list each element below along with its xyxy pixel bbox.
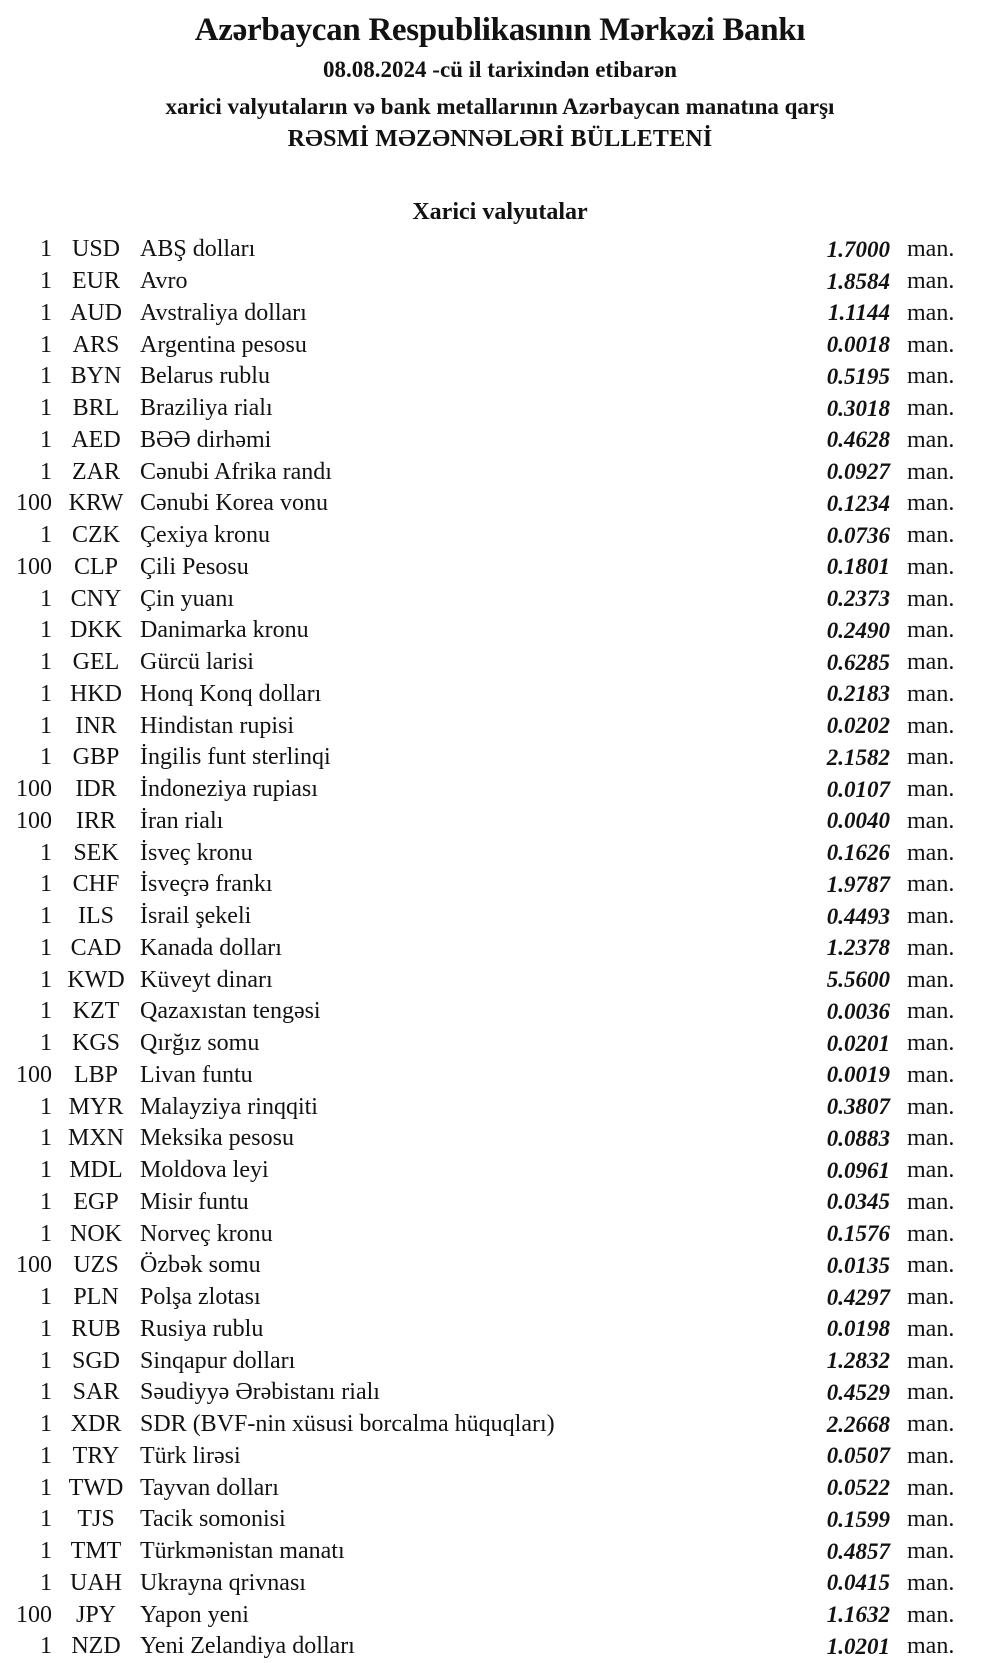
rate-value: 0.0415 <box>826 1570 890 1596</box>
rate-value: 0.2183 <box>826 681 890 707</box>
currency-name: Qırğız somu <box>140 1030 260 1057</box>
quantity: 100 <box>16 1601 52 1628</box>
quantity: 1 <box>40 1633 52 1660</box>
table-row <box>0 1123 1000 1155</box>
currency-code: KZT <box>72 998 120 1025</box>
unit-label: man. <box>907 553 955 580</box>
table-row <box>0 1282 1000 1314</box>
table-row <box>0 1250 1000 1282</box>
unit-label: man. <box>907 649 955 676</box>
quantity: 1 <box>40 268 52 295</box>
rate-value: 0.4857 <box>826 1538 890 1564</box>
unit-label: man. <box>907 1506 955 1533</box>
currency-code: PLN <box>73 1284 119 1311</box>
currency-code: AED <box>71 426 121 453</box>
rate-value: 0.0019 <box>826 1062 890 1088</box>
section-title-foreign-currencies: Xarici valyutalar <box>412 199 588 225</box>
currency-name: Misir funtu <box>140 1188 249 1215</box>
currency-code: BRL <box>72 395 120 422</box>
currency-name: Qazaxıstan tengəsi <box>140 998 321 1025</box>
unit-label: man. <box>907 1442 955 1469</box>
table-row <box>0 266 1000 298</box>
table-row <box>0 234 1000 266</box>
unit-label: man. <box>907 1601 955 1628</box>
unit-label: man. <box>907 490 955 517</box>
rate-value: 0.0202 <box>826 713 890 739</box>
currency-name: Çexiya kronu <box>140 522 270 549</box>
effective-date-line: 08.08.2024 -cü il tarixindən etibarən <box>323 57 677 82</box>
table-row <box>0 552 1000 584</box>
unit-label: man. <box>907 1252 955 1279</box>
table-row <box>0 933 1000 965</box>
quantity: 1 <box>40 712 52 739</box>
currency-name: Malayziya rinqqiti <box>140 1093 318 1120</box>
quantity: 1 <box>40 680 52 707</box>
currency-code: SAR <box>72 1379 120 1406</box>
table-row <box>0 456 1000 488</box>
table-row <box>0 298 1000 330</box>
currency-name: Türkmənistan manatı <box>140 1538 345 1565</box>
rate-value: 0.1599 <box>826 1506 890 1532</box>
rate-value: 0.4493 <box>826 903 890 929</box>
table-row <box>0 1314 1000 1346</box>
currency-code: MYR <box>68 1093 124 1120</box>
table-row <box>0 1187 1000 1219</box>
currency-name: Yapon yeni <box>140 1601 249 1628</box>
currency-code: GEL <box>72 649 120 676</box>
quantity: 1 <box>40 331 52 358</box>
table-row <box>0 1568 1000 1600</box>
rate-value: 0.0040 <box>826 808 890 834</box>
currency-code: IDR <box>75 776 117 803</box>
currency-code: MXN <box>67 1125 124 1152</box>
table-row <box>0 1091 1000 1123</box>
bank-title: Azərbaycan Respublikasının Mərkəzi Bankı <box>194 12 806 48</box>
unit-label: man. <box>907 1474 955 1501</box>
table-row <box>0 806 1000 838</box>
unit-label: man. <box>907 966 955 993</box>
table-row <box>0 774 1000 806</box>
currency-name: Honq Konq dolları <box>140 680 322 707</box>
rate-value: 0.1626 <box>826 840 890 866</box>
table-row <box>0 1599 1000 1631</box>
quantity: 1 <box>40 1442 52 1469</box>
currency-code: TWD <box>68 1474 124 1501</box>
table-row <box>0 647 1000 679</box>
rate-value: 0.0736 <box>826 522 890 548</box>
unit-label: man. <box>907 331 955 358</box>
unit-label: man. <box>907 1220 955 1247</box>
currency-code: NZD <box>71 1633 121 1660</box>
quantity: 1 <box>40 998 52 1025</box>
table-row <box>0 710 1000 742</box>
currency-name: Səudiyyə Ərəbistanı rialı <box>140 1379 380 1406</box>
unit-label: man. <box>907 268 955 295</box>
table-row <box>0 1409 1000 1441</box>
unit-label: man. <box>907 1061 955 1088</box>
currency-code: SEK <box>73 839 119 866</box>
quantity: 1 <box>40 1220 52 1247</box>
rate-value: 0.1576 <box>826 1221 890 1247</box>
currency-name: Braziliya rialı <box>140 395 273 422</box>
unit-label: man. <box>907 776 955 803</box>
quantity: 1 <box>40 1506 52 1533</box>
currency-code: RUB <box>71 1315 121 1342</box>
currency-code: CLP <box>73 553 118 580</box>
table-row <box>0 1441 1000 1473</box>
quantity: 1 <box>40 1125 52 1152</box>
unit-label: man. <box>907 426 955 453</box>
quantity: 1 <box>40 1474 52 1501</box>
table-row <box>0 1155 1000 1187</box>
currency-name: Belarus rublu <box>140 363 270 390</box>
unit-label: man. <box>907 1188 955 1215</box>
quantity: 1 <box>40 522 52 549</box>
table-row <box>0 901 1000 933</box>
unit-label: man. <box>907 458 955 485</box>
currency-name: Yeni Zelandiya dolları <box>140 1633 355 1660</box>
table-row <box>0 1472 1000 1504</box>
currency-code: LBP <box>73 1061 118 1088</box>
table-row <box>0 679 1000 711</box>
unit-label: man. <box>907 236 955 263</box>
currency-code: KGS <box>71 1030 120 1057</box>
currency-name: Avro <box>140 268 188 295</box>
currency-name: İsveç kronu <box>140 839 253 866</box>
currency-name: ABŞ dolları <box>140 236 256 263</box>
currency-name: SDR (BVF-nin xüsusi borcalma hüquqları) <box>140 1411 555 1438</box>
currency-name: Gürcü larisi <box>140 649 254 676</box>
currency-code: KWD <box>67 966 125 993</box>
rate-value: 0.0345 <box>826 1189 890 1215</box>
quantity: 1 <box>40 934 52 961</box>
currency-code: GBP <box>72 744 120 771</box>
rate-value: 1.8584 <box>826 268 890 294</box>
rate-value: 1.1144 <box>828 300 890 326</box>
currency-code: XDR <box>70 1411 122 1438</box>
rate-value: 1.9787 <box>826 871 890 897</box>
unit-label: man. <box>907 1125 955 1152</box>
table-row <box>0 1345 1000 1377</box>
quantity: 1 <box>40 839 52 866</box>
unit-label: man. <box>907 680 955 707</box>
currency-name: Moldova leyi <box>140 1157 269 1184</box>
unit-label: man. <box>907 934 955 961</box>
currency-code: INR <box>75 712 117 739</box>
unit-label: man. <box>907 299 955 326</box>
rate-value: 0.0135 <box>826 1252 890 1278</box>
currency-code: CZK <box>72 522 120 549</box>
quantity: 1 <box>40 426 52 453</box>
currency-code: EUR <box>72 268 120 295</box>
currency-code: HKD <box>70 680 122 707</box>
quantity: 1 <box>40 1315 52 1342</box>
currency-name: Cənubi Afrika randı <box>140 458 332 485</box>
currency-name: Argentina pesosu <box>140 331 307 358</box>
quantity: 1 <box>40 1157 52 1184</box>
currency-name: Ukrayna qrivnası <box>140 1569 306 1596</box>
currency-code: ZAR <box>72 458 120 485</box>
unit-label: man. <box>907 1379 955 1406</box>
table-row <box>0 425 1000 457</box>
unit-label: man. <box>907 1030 955 1057</box>
rate-value: 1.2832 <box>826 1348 890 1374</box>
currency-name: BƏƏ dirhəmi <box>140 426 272 453</box>
rate-value: 1.7000 <box>826 236 890 262</box>
currency-name: İsveçrə frankı <box>140 871 273 898</box>
currency-name: Polşa zlotası <box>140 1284 261 1311</box>
currency-code: TMT <box>70 1538 122 1565</box>
quantity: 1 <box>40 299 52 326</box>
quantity: 100 <box>16 490 52 517</box>
unit-label: man. <box>907 839 955 866</box>
quantity: 100 <box>16 1061 52 1088</box>
currency-code: ILS <box>78 903 114 930</box>
bulletin-title: RƏSMİ MƏZƏNNƏLƏRİ BÜLLETENİ <box>287 126 713 152</box>
table-row <box>0 520 1000 552</box>
quantity: 1 <box>40 649 52 676</box>
currency-code: KRW <box>68 490 124 517</box>
table-row <box>0 361 1000 393</box>
quantity: 1 <box>40 1538 52 1565</box>
quantity: 1 <box>40 1411 52 1438</box>
currency-code: MDL <box>69 1157 123 1184</box>
table-row <box>0 583 1000 615</box>
currency-name: Çin yuanı <box>140 585 234 612</box>
quantity: 1 <box>40 1379 52 1406</box>
rate-value: 0.1234 <box>826 490 890 516</box>
unit-label: man. <box>907 585 955 612</box>
table-row <box>0 869 1000 901</box>
currency-name: Livan funtu <box>140 1061 253 1088</box>
quantity: 100 <box>16 553 52 580</box>
rate-value: 1.1632 <box>826 1602 890 1628</box>
unit-label: man. <box>907 807 955 834</box>
rate-value: 0.4628 <box>826 427 890 453</box>
table-row <box>0 1536 1000 1568</box>
currency-name: Cənubi Korea vonu <box>140 490 328 517</box>
quantity: 1 <box>40 1093 52 1120</box>
quantity: 100 <box>16 1252 52 1279</box>
subtitle-line: xarici valyutaların və bank metallarının Azərbaycan manatına qarşı <box>165 94 835 119</box>
currency-code: NOK <box>70 1220 122 1247</box>
currency-name: İsrail şekeli <box>140 903 252 930</box>
rate-value: 0.0927 <box>826 459 890 485</box>
unit-label: man. <box>907 395 955 422</box>
quantity: 1 <box>40 617 52 644</box>
currency-code: TJS <box>77 1506 115 1533</box>
rate-value: 0.2373 <box>826 586 890 612</box>
currency-code: USD <box>71 236 120 263</box>
rate-value: 0.0507 <box>826 1443 890 1469</box>
rate-value: 0.6285 <box>826 649 890 675</box>
currency-code: IRR <box>75 807 116 834</box>
currency-name: Sinqapur dolları <box>140 1347 296 1374</box>
quantity: 1 <box>40 585 52 612</box>
unit-label: man. <box>907 1093 955 1120</box>
rate-value: 0.0522 <box>826 1475 890 1501</box>
currency-code: JPY <box>75 1601 117 1628</box>
rate-value: 0.2490 <box>826 617 890 643</box>
table-row <box>0 1504 1000 1536</box>
table-row <box>0 488 1000 520</box>
unit-label: man. <box>907 1538 955 1565</box>
currency-name: Rusiya rublu <box>140 1315 264 1342</box>
unit-label: man. <box>907 617 955 644</box>
table-row <box>0 393 1000 425</box>
currency-name: Özbək somu <box>140 1252 261 1279</box>
currency-name: Türk lirəsi <box>140 1442 241 1469</box>
rate-value: 2.2668 <box>826 1411 890 1437</box>
currency-code: SGD <box>71 1347 120 1374</box>
currency-code: CHF <box>72 871 120 898</box>
quantity: 1 <box>40 458 52 485</box>
rate-value: 0.4297 <box>826 1284 890 1310</box>
rates-table <box>0 234 1000 1663</box>
table-row <box>0 964 1000 996</box>
quantity: 1 <box>40 363 52 390</box>
currency-name: Norveç kronu <box>140 1220 273 1247</box>
rate-value: 2.1582 <box>826 744 890 770</box>
unit-label: man. <box>907 903 955 930</box>
currency-name: Kanada dolları <box>140 934 282 961</box>
currency-code: DKK <box>70 617 122 644</box>
table-row <box>0 837 1000 869</box>
rate-value: 0.0883 <box>826 1125 890 1151</box>
rate-value: 0.0198 <box>826 1316 890 1342</box>
rate-value: 1.2378 <box>826 935 890 961</box>
unit-label: man. <box>907 1569 955 1596</box>
rate-value: 5.5600 <box>826 967 890 993</box>
currency-name: Tacik somonisi <box>140 1506 286 1533</box>
table-row <box>0 329 1000 361</box>
currency-name: Hindistan rupisi <box>140 712 294 739</box>
rate-value: 0.0201 <box>826 1030 890 1056</box>
quantity: 100 <box>16 776 52 803</box>
currency-name: İngilis funt sterlinqi <box>140 744 331 771</box>
quantity: 100 <box>16 807 52 834</box>
quantity: 1 <box>40 1347 52 1374</box>
currency-name: Küveyt dinarı <box>140 966 273 993</box>
currency-code: BYN <box>70 363 122 390</box>
table-row <box>0 1028 1000 1060</box>
rate-value: 0.0018 <box>826 332 890 358</box>
quantity: 1 <box>40 744 52 771</box>
unit-label: man. <box>907 1633 955 1660</box>
currency-code: CAD <box>70 934 122 961</box>
currency-code: UZS <box>73 1252 119 1279</box>
unit-label: man. <box>907 1284 955 1311</box>
currency-name: Danimarka kronu <box>140 617 309 644</box>
unit-label: man. <box>907 1315 955 1342</box>
rate-value: 0.3018 <box>826 395 890 421</box>
table-row <box>0 1631 1000 1663</box>
quantity: 1 <box>40 903 52 930</box>
rate-value: 0.0961 <box>826 1157 890 1183</box>
currency-name: İran rialı <box>140 807 224 834</box>
unit-label: man. <box>907 363 955 390</box>
unit-label: man. <box>907 871 955 898</box>
table-row <box>0 1060 1000 1092</box>
rate-value: 0.0036 <box>826 998 890 1024</box>
table-row <box>0 996 1000 1028</box>
currency-name: İndoneziya rupiası <box>140 776 318 803</box>
rate-value: 0.4529 <box>826 1379 890 1405</box>
currency-code: AUD <box>70 299 122 326</box>
rate-value: 0.0107 <box>826 776 890 802</box>
table-row <box>0 615 1000 647</box>
currency-code: EGP <box>73 1188 119 1215</box>
quantity: 1 <box>40 395 52 422</box>
unit-label: man. <box>907 744 955 771</box>
currency-name: Çili Pesosu <box>140 553 249 580</box>
unit-label: man. <box>907 712 955 739</box>
quantity: 1 <box>40 871 52 898</box>
table-row <box>0 742 1000 774</box>
currency-name: Tayvan dolları <box>140 1474 279 1501</box>
currency-name: Meksika pesosu <box>140 1125 294 1152</box>
table-row <box>0 1377 1000 1409</box>
quantity: 1 <box>40 1569 52 1596</box>
unit-label: man. <box>907 522 955 549</box>
rate-value: 1.0201 <box>826 1633 890 1659</box>
currency-code: UAH <box>70 1569 122 1596</box>
quantity: 1 <box>40 1284 52 1311</box>
quantity: 1 <box>40 236 52 263</box>
quantity: 1 <box>40 966 52 993</box>
rate-value: 0.3807 <box>826 1094 890 1120</box>
unit-label: man. <box>907 1157 955 1184</box>
currency-code: CNY <box>70 585 122 612</box>
table-row <box>0 1218 1000 1250</box>
currency-name: Avstraliya dolları <box>140 299 307 326</box>
currency-code: ARS <box>72 331 120 358</box>
quantity: 1 <box>40 1188 52 1215</box>
rate-value: 0.5195 <box>826 363 890 389</box>
currency-code: TRY <box>72 1442 120 1469</box>
unit-label: man. <box>907 1411 955 1438</box>
rate-value: 0.1801 <box>826 554 890 580</box>
quantity: 1 <box>40 1030 52 1057</box>
unit-label: man. <box>907 1347 955 1374</box>
unit-label: man. <box>907 998 955 1025</box>
